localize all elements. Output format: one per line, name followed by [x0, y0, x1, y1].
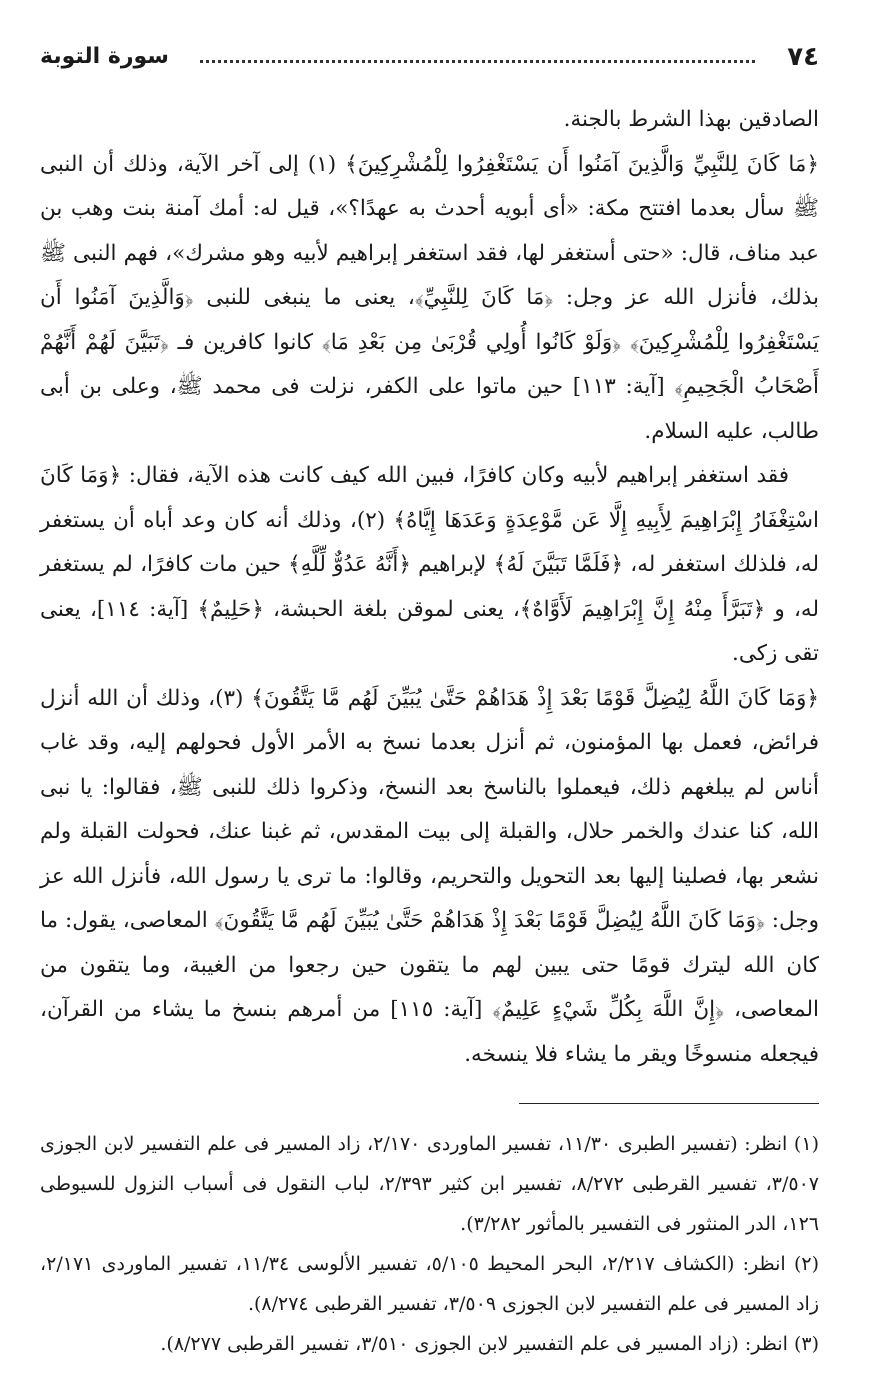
footnote-1: (١) انظر: (تفسير الطبرى ١١/٣٠، تفسير الماوردى ٢/١٧٠، زاد المسير فى علم التفسير لابن الجوزى ٣/٥٠٧، تفسير القرطبى ٨/٢٧٢، تفسير ابن كثير ٢/٣٩٣، لباب النقول فى أسباب النزول للسيوطى ١٢٦، الدر المنثور فى التفسير بالمأثور ٣/٢٨٢).	[40, 1133, 820, 1235]
footnote-3: (٣) انظر: (زاد المسير فى علم التفسير لابن الجوزى ٣/٥١٠، تفسير القرطبى ٨/٢٧٧).	[160, 1333, 819, 1355]
page-header	[40, 40, 819, 84]
footnote-2: (٢) انظر: (الكشاف ٢/٢١٧، البحر المحيط ٥/١٠٥، تفسير الألوسى ١١/٣٤، تفسير الماوردى ٢/١٧١، زاد المسير فى علم التفسير لابن الجوزى ٣/٥٠٩، تفسير القرطبى ٨/٢٧٤).	[40, 1253, 819, 1315]
sura-name: سورة التوبة	[40, 44, 169, 69]
footnote-separator	[519, 1103, 819, 1104]
main-text	[40, 98, 819, 1077]
header-dotted-leader	[200, 60, 755, 63]
footnotes	[40, 1124, 819, 1364]
paragraph-intro: الصادقين بهذا الشرط بالجنة.	[563, 107, 819, 132]
paragraph-verse-114: فقد استغفر إبراهيم لأبيه وكان كافرًا، فبين الله كيف كانت هذه الآية، فقال: ﴿وَمَا كَانَ اسْتِغْفَارُ إِبْرَاهِيمَ لِأَبِيهِ إِلَّا عَن مَّوْعِدَةٍ وَعَدَهَا إِيَّاهُ﴾ (٢)، وذلك أنه كان وعد أباه أن يستغفر له، فلذلك استغفر له، ﴿فَلَمَّا تَبَيَّنَ لَهُ﴾ لإبراهيم ﴿أَنَّهُ عَدُوٌّ لِّلَّهِ﴾ حين مات كافرًا، لم يستغفر له، و ﴿تَبَرَّأَ مِنْهُ إِنَّ إِبْرَاهِيمَ لَأَوَّاهٌ﴾، يعنى لموقن بلغة الحبشة، ﴿حَلِيمٌ﴾ [آية: ١١٤]، يعنى تقى زكى.	[40, 463, 819, 666]
paragraph-verse-115: ﴿وَمَا كَانَ اللَّهُ لِيُضِلَّ قَوْمًا بَعْدَ إِذْ هَدَاهُمْ حَتَّىٰ يُبَيِّنَ لَهُم مَّا يَتَّقُونَ﴾ (٣)، وذلك أن الله أنزل فرائض، فعمل بها المؤمنون، ثم أنزل بعدما نسخ به الأمر الأول فحولهم إليه، وقد غاب أناس لم يبلغهم ذلك، فيعملوا بالناسخ بعد النسخ، وذكروا ذلك للنبى ﷺ، فقالوا: يا نبى الله، كنا عندك والخمر حلال، والقبلة إلى بيت المقدس، ثم غبنا عنك، فحولت القبلة ولم نشعر بها، فصلينا إليها بعد التحويل والتحريم، وقالوا: ما ترى يا رسول الله، فأنزل الله عز وجل: ﴿وَمَا كَانَ اللَّهُ لِيُضِلَّ قَوْمًا بَعْدَ إِذْ هَدَاهُمْ حَتَّىٰ يُبَيِّنَ لَهُم مَّا يَتَّقُونَ﴾ المعاصى، يقول: ما كان الله ليترك قومًا حتى يبين لهم ما يتقون حين رجعوا من الغيبة، وما يتقون من المعاصى، ﴿إِنَّ اللَّهَ بِكُلِّ شَيْءٍ عَلِيمٌ﴾ [آية: ١١٥] من أمرهم بنسخ ما يشاء من القرآن، فيجعله منسوخًا ويقر ما يشاء فلا ينسخه.	[40, 685, 820, 1067]
paragraph-verse-113: ﴿مَا كَانَ لِلنَّبِيِّ وَالَّذِينَ آمَنُوا أَن يَسْتَغْفِرُوا لِلْمُشْرِكِينَ﴾ (١) إلى آخر الآية، وذلك أن النبى ﷺ سأل بعدما افتتح مكة: «أى أبويه أحدث به عهدًا؟»، قيل له: أمك آمنة بنت وهب بن عبد مناف، قال: «حتى أستغفر لها، فقد استغفر إبراهيم لأبيه وهو مشرك»، فهم النبى ﷺ بذلك، فأنزل الله عز وجل: ﴿مَا كَانَ لِلنَّبِيِّ﴾، يعنى ما ينبغى للنبى ﴿وَالَّذِينَ آمَنُوا أَن يَسْتَغْفِرُوا لِلْمُشْرِكِينَ﴾ ﴿وَلَوْ كَانُوا أُولِي قُرْبَىٰ مِن بَعْدِ مَا﴾ كانوا كافرين فـ ﴿تَبَيَّنَ لَهُمْ أَنَّهُمْ أَصْحَابُ الْجَحِيمِ﴾ [آية: ١١٣] حين ماتوا على الكفر، نزلت فى محمد ﷺ، وعلى بن أبى طالب، عليه السلام.	[40, 151, 819, 444]
page-number: ٧٤	[787, 42, 819, 72]
